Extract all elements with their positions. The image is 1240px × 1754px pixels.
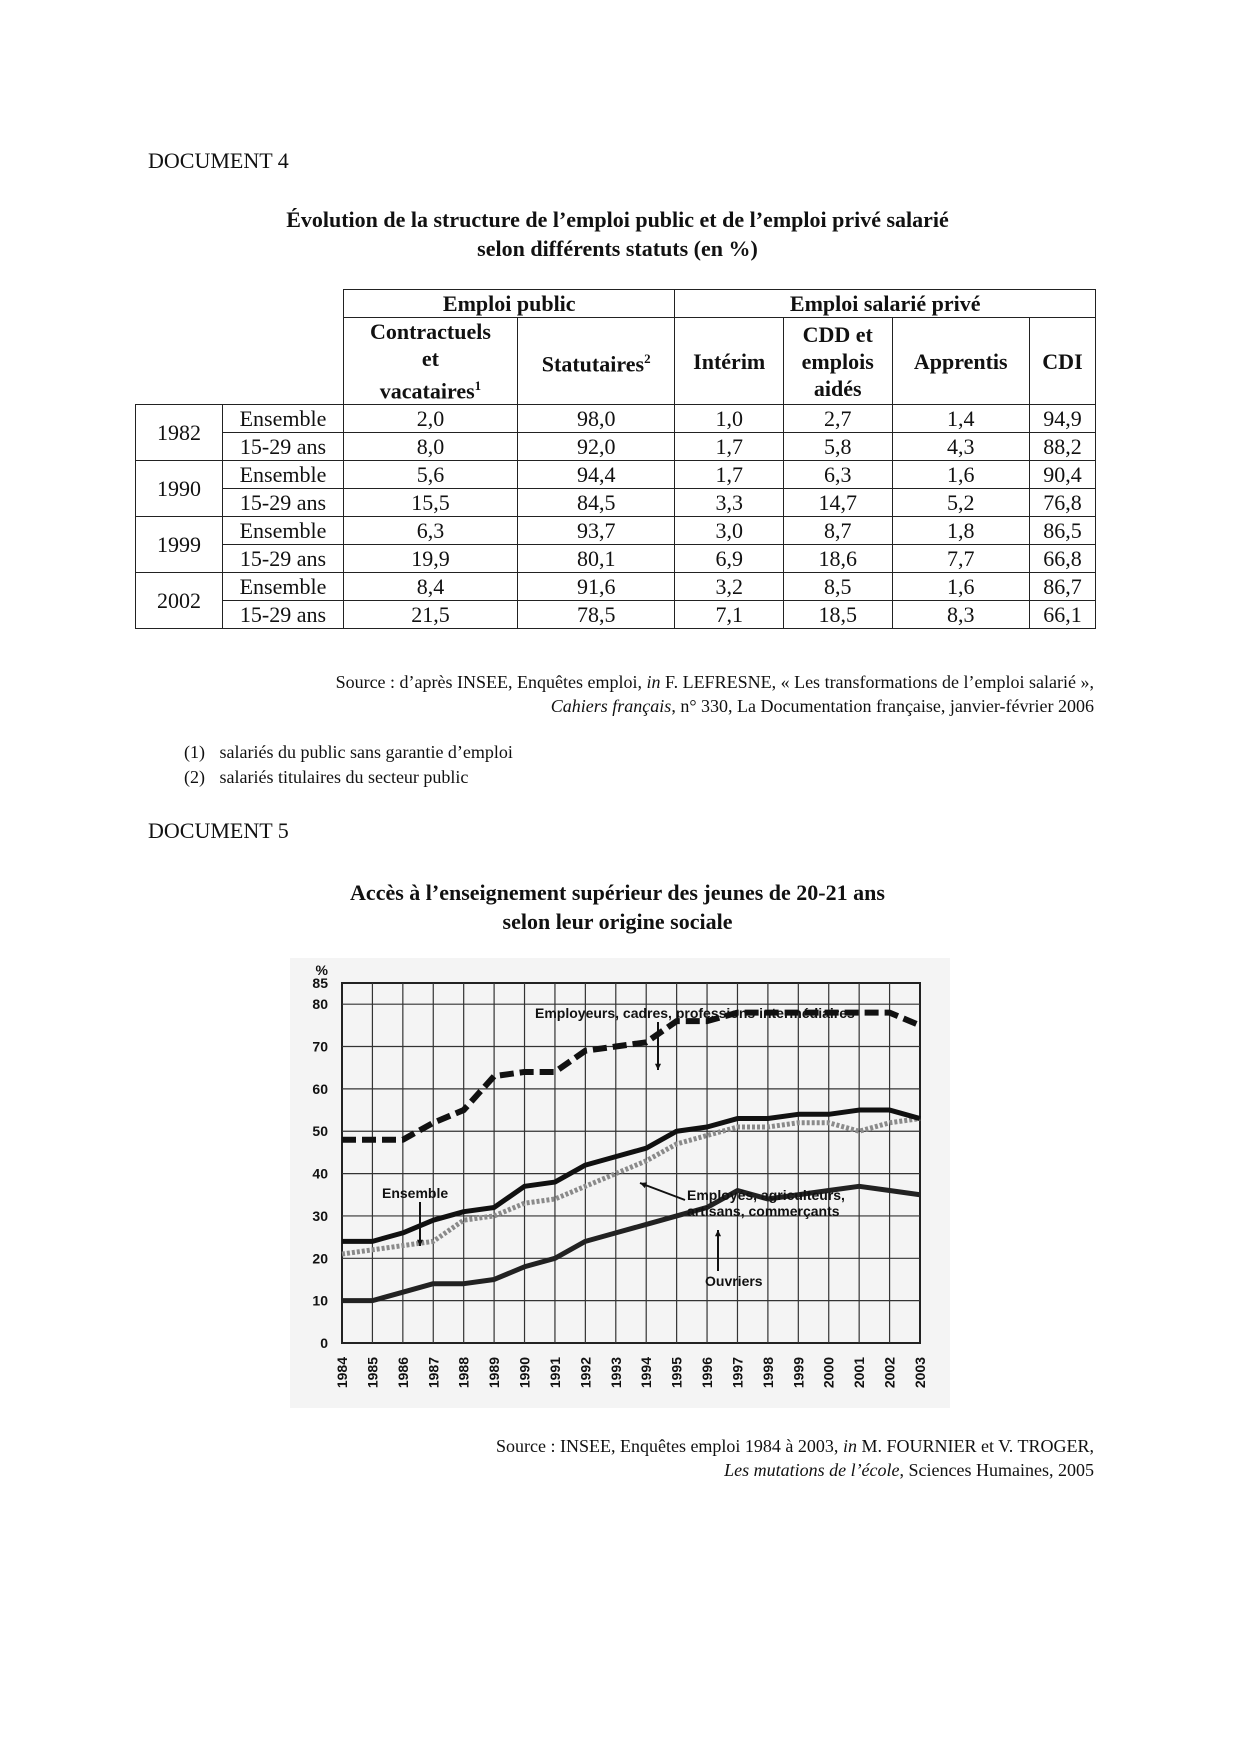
category-cell: Ensemble xyxy=(223,573,344,601)
value-cell: 8,0 xyxy=(344,433,518,461)
source-text: Source : INSEE, Enquêtes emploi 1984 à 2003, xyxy=(495,1436,843,1456)
value-cell: 1,6 xyxy=(892,461,1029,489)
source-in: in xyxy=(646,672,661,692)
y-tick-label: 70 xyxy=(312,1038,328,1055)
value-cell: 18,6 xyxy=(783,545,892,573)
value-cell: 1,0 xyxy=(675,405,784,433)
x-tick-label: 1991 xyxy=(546,1357,563,1389)
x-tick-label: 1984 xyxy=(334,1357,350,1389)
x-tick-label: 2003 xyxy=(912,1357,928,1389)
header-cdd-l3: aidés xyxy=(813,375,862,401)
source-in: in xyxy=(842,1436,857,1456)
y-tick-label: 20 xyxy=(312,1250,328,1267)
x-tick-label: 1986 xyxy=(394,1357,411,1389)
value-cell: 3,0 xyxy=(675,517,784,545)
category-cell: 15-29 ans xyxy=(223,489,344,517)
header-cdi: CDI xyxy=(1029,318,1095,405)
value-cell: 15,5 xyxy=(344,489,518,517)
x-tick-label: 1996 xyxy=(699,1357,716,1389)
value-cell: 80,1 xyxy=(517,545,675,573)
y-tick-label: 30 xyxy=(312,1207,328,1224)
higher-education-access-chart xyxy=(290,958,950,1408)
table-row xyxy=(136,573,1096,601)
value-cell: 6,3 xyxy=(344,517,518,545)
value-cell: 94,4 xyxy=(517,461,675,489)
category-cell: 15-29 ans xyxy=(223,545,344,573)
value-cell: 78,5 xyxy=(517,601,675,629)
y-tick-label: 40 xyxy=(312,1165,328,1182)
value-cell: 86,5 xyxy=(1029,517,1095,545)
header-cdd-l1: CDD et xyxy=(802,321,873,347)
annotation-employes-line1: Employés, agriculteurs, xyxy=(687,1187,845,1203)
value-cell: 1,7 xyxy=(675,433,784,461)
category-cell: Ensemble xyxy=(223,461,344,489)
header-contractuels-l2: et xyxy=(421,346,439,371)
employment-structure-table xyxy=(135,289,1096,629)
value-cell: 8,4 xyxy=(344,573,518,601)
x-tick-label: 1985 xyxy=(364,1357,381,1389)
value-cell: 86,7 xyxy=(1029,573,1095,601)
value-cell: 1,4 xyxy=(892,405,1029,433)
value-cell: 2,7 xyxy=(783,405,892,433)
value-cell: 84,5 xyxy=(517,489,675,517)
document-5-source-line1 xyxy=(140,1434,1094,1458)
footnote-text: salariés du public sans garantie d’emploi xyxy=(219,742,513,762)
x-tick-label: 1998 xyxy=(759,1357,776,1389)
y-tick-label: 0 xyxy=(320,1335,328,1351)
value-cell: 3,2 xyxy=(675,573,784,601)
source-text: Source : d’après INSEE, Enquêtes emploi, xyxy=(335,672,647,692)
value-cell: 1,8 xyxy=(892,517,1029,545)
x-tick-label: 2000 xyxy=(820,1357,837,1389)
x-tick-label: 1988 xyxy=(455,1357,472,1389)
value-cell: 5,8 xyxy=(783,433,892,461)
document-5-source xyxy=(140,1434,1094,1482)
x-tick-label: 1987 xyxy=(425,1357,442,1389)
header-emploi-public: Emploi public xyxy=(344,290,675,318)
x-tick-label: 1990 xyxy=(516,1357,533,1389)
y-axis-unit: % xyxy=(315,962,328,978)
value-cell: 18,5 xyxy=(783,601,892,629)
value-cell: 6,3 xyxy=(783,461,892,489)
y-tick-label: 80 xyxy=(312,996,328,1013)
value-cell: 2,0 xyxy=(344,405,518,433)
value-cell: 7,1 xyxy=(675,601,784,629)
table-row xyxy=(136,461,1096,489)
footnote-ref-1: 1 xyxy=(474,378,482,393)
header-apprentis: Apprentis xyxy=(892,318,1029,405)
footnote-2 xyxy=(184,765,468,789)
annotation-ensemble: Ensemble xyxy=(382,1185,449,1201)
header-contractuels-l1: Contractuels xyxy=(369,319,491,344)
value-cell: 6,9 xyxy=(675,545,784,573)
x-tick-label: 1989 xyxy=(486,1357,503,1389)
table-row xyxy=(136,545,1096,573)
footnote-text: salariés titulaires du secteur public xyxy=(219,767,469,787)
category-cell: Ensemble xyxy=(223,517,344,545)
value-cell: 4,3 xyxy=(892,433,1029,461)
value-cell: 5,6 xyxy=(344,461,518,489)
table-row xyxy=(136,405,1096,433)
category-cell: 15-29 ans xyxy=(223,601,344,629)
value-cell: 14,7 xyxy=(783,489,892,517)
header-statutaires-text: Statutaires xyxy=(541,351,645,377)
document-5-title-line1: Accès à l’enseignement supérieur des jeunes de 20-21 ans xyxy=(350,880,885,905)
empty-corner-2 xyxy=(136,318,344,405)
value-cell: 92,0 xyxy=(517,433,675,461)
document-5-title xyxy=(140,878,1095,936)
x-tick-label: 2001 xyxy=(851,1357,868,1389)
value-cell: 1,7 xyxy=(675,461,784,489)
category-cell: Ensemble xyxy=(223,405,344,433)
value-cell: 7,7 xyxy=(892,545,1029,573)
header-statutaires xyxy=(517,318,675,405)
value-cell: 8,5 xyxy=(783,573,892,601)
document-4-source-line1 xyxy=(140,670,1094,694)
source-journal: Cahiers français xyxy=(550,696,672,716)
source-text: M. FOURNIER et V. TROGER, xyxy=(856,1436,1094,1456)
y-tick-label: 10 xyxy=(312,1292,328,1309)
year-cell: 2002 xyxy=(136,573,223,629)
value-cell: 8,7 xyxy=(783,517,892,545)
value-cell: 8,3 xyxy=(892,601,1029,629)
table-row xyxy=(136,601,1096,629)
value-cell: 5,2 xyxy=(892,489,1029,517)
header-cdd-l2: emplois xyxy=(801,348,874,374)
value-cell: 76,8 xyxy=(1029,489,1095,517)
document-4-title-line1: Évolution de la structure de l’emploi public et de l’emploi privé salarié xyxy=(286,207,949,232)
footnote-1 xyxy=(184,740,513,764)
source-text: , n° 330, La Documentation française, janvier-février 2006 xyxy=(671,696,1094,716)
header-contractuels-text: vacataires xyxy=(379,378,475,404)
year-cell: 1990 xyxy=(136,461,223,517)
footnote-number: (2) xyxy=(184,767,205,787)
value-cell: 66,1 xyxy=(1029,601,1095,629)
x-tick-label: 1994 xyxy=(638,1357,655,1389)
source-text: , Sciences Humaines, 2005 xyxy=(899,1460,1094,1480)
value-cell: 93,7 xyxy=(517,517,675,545)
chart-background xyxy=(290,958,950,1408)
source-text: F. LEFRESNE, « Les transformations de l’emploi salarié », xyxy=(660,672,1094,692)
x-tick-label: 1993 xyxy=(607,1357,624,1389)
x-tick-label: 1995 xyxy=(668,1357,685,1389)
header-contractuels xyxy=(344,318,518,405)
table-row xyxy=(136,489,1096,517)
header-cdd xyxy=(783,318,892,405)
empty-corner xyxy=(136,290,344,318)
annotation-ouvriers: Ouvriers xyxy=(705,1273,763,1289)
document-5-source-line2 xyxy=(140,1458,1094,1482)
table-row xyxy=(136,433,1096,461)
x-tick-label: 1997 xyxy=(729,1357,746,1389)
year-cell: 1999 xyxy=(136,517,223,573)
value-cell: 90,4 xyxy=(1029,461,1095,489)
value-cell: 98,0 xyxy=(517,405,675,433)
document-4-source xyxy=(140,670,1094,718)
source-book: Les mutations de l’école xyxy=(724,1460,900,1480)
value-cell: 19,9 xyxy=(344,545,518,573)
category-cell: 15-29 ans xyxy=(223,433,344,461)
table-row xyxy=(136,517,1096,545)
y-tick-label: 50 xyxy=(312,1123,328,1140)
x-tick-label: 1999 xyxy=(790,1357,807,1389)
document-4-label: DOCUMENT 4 xyxy=(148,148,289,173)
x-tick-label: 2002 xyxy=(881,1357,898,1389)
value-cell: 3,3 xyxy=(675,489,784,517)
y-tick-label: 60 xyxy=(312,1080,328,1097)
document-4-title-line2: selon différents statuts (en %) xyxy=(477,236,758,261)
document-5-title-line2: selon leur origine sociale xyxy=(502,909,733,934)
value-cell: 91,6 xyxy=(517,573,675,601)
header-contractuels-l3 xyxy=(348,372,513,404)
value-cell: 21,5 xyxy=(344,601,518,629)
y-tick-label: 85 xyxy=(312,975,328,991)
document-4-source-line2 xyxy=(140,694,1094,718)
annotation-employeurs: Employeurs, cadres, professions intermédiaires xyxy=(535,1005,855,1021)
x-tick-label: 1992 xyxy=(577,1357,594,1389)
document-5-label: DOCUMENT 5 xyxy=(148,818,289,843)
header-emploi-prive: Emploi salarié privé xyxy=(675,290,1096,318)
value-cell: 66,8 xyxy=(1029,545,1095,573)
footnote-ref-2: 2 xyxy=(644,351,651,366)
annotation-employes-line2: artisans, commerçants xyxy=(687,1203,840,1219)
year-cell: 1982 xyxy=(136,405,223,461)
header-interim: Intérim xyxy=(675,318,784,405)
footnote-number: (1) xyxy=(184,742,205,762)
value-cell: 1,6 xyxy=(892,573,1029,601)
document-4-title xyxy=(140,205,1095,263)
value-cell: 88,2 xyxy=(1029,433,1095,461)
value-cell: 94,9 xyxy=(1029,405,1095,433)
